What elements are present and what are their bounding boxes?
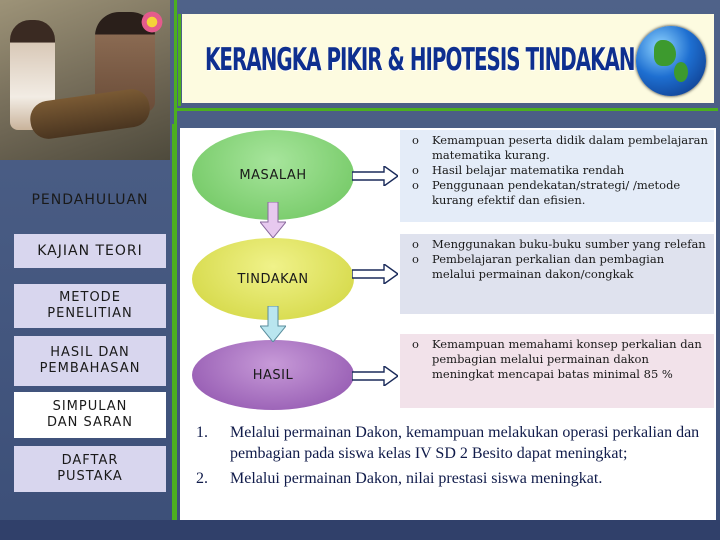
right-arrow-icon — [352, 366, 398, 386]
masalah-point: Kemampuan peserta didik dalam pembelajaran matematika kurang. — [432, 133, 708, 162]
conclusion-text: Melalui permainan Dakon, nilai prestasi siswa meningkat. — [230, 470, 603, 487]
sidebar-item-simpulan-saran[interactable]: SIMPULAN DAN SARAN — [14, 392, 166, 438]
right-arrow-icon — [352, 264, 398, 284]
bullet: o — [412, 237, 419, 251]
down-arrow-icon — [260, 202, 286, 238]
sidebar-item-metode-penelitian[interactable]: METODE PENELITIAN — [14, 284, 166, 328]
globe-land — [674, 62, 688, 82]
list-number: 2. — [196, 470, 208, 487]
tindakan-point: Pembelajaran perkalian dan pembagian melalui permainan dakon/congkak — [432, 252, 665, 281]
list-item — [186, 468, 712, 489]
green-divider-horizontal — [176, 108, 718, 111]
list-item — [408, 133, 708, 163]
down-arrow-icon — [260, 306, 286, 342]
list-item — [408, 163, 708, 178]
sidebar-item-pendahuluan[interactable]: PENDAHULUAN — [31, 192, 149, 208]
list-item — [186, 422, 712, 464]
children-playing-dakon-photo — [0, 0, 170, 160]
hasil-details — [400, 334, 714, 408]
photo-flower — [140, 10, 164, 34]
masalah-details — [400, 130, 714, 222]
list-item — [408, 252, 708, 282]
flow-masalah: MASALAH — [192, 130, 354, 220]
page-title: KERANGKA PIKIR & HIPOTESIS TINDAKAN — [205, 42, 635, 78]
sidebar-item-kajian-teori[interactable]: KAJIAN TEORI — [14, 234, 166, 268]
conclusion-list — [186, 422, 712, 493]
globe-land — [654, 40, 676, 66]
bullet: o — [412, 133, 419, 147]
list-item — [408, 178, 708, 208]
flow-hasil: HASIL — [192, 340, 354, 410]
sidebar-item-daftar-pustaka[interactable]: DAFTAR PUSTAKA — [14, 446, 166, 492]
right-arrow-icon — [352, 166, 398, 186]
sidebar-item-hasil-pembahasan[interactable]: HASIL DAN PEMBAHASAN — [14, 336, 166, 386]
footer-bar — [0, 520, 720, 540]
green-divider-title — [178, 14, 181, 106]
bullet: o — [412, 337, 419, 351]
masalah-point: Penggunaan pendekatan/strategi/ /metode kurang efektif dan efisien. — [432, 178, 681, 207]
bullet: o — [412, 252, 419, 266]
bullet: o — [412, 178, 419, 192]
tindakan-details — [400, 234, 714, 314]
globe-icon — [636, 26, 706, 96]
green-divider-left — [172, 124, 177, 524]
tindakan-point: Menggunakan buku-buku sumber yang relefan — [432, 237, 706, 251]
list-item — [408, 337, 708, 382]
masalah-point: Hasil belajar matematika rendah — [432, 163, 625, 177]
flow-tindakan: TINDAKAN — [192, 238, 354, 320]
list-number: 1. — [196, 424, 208, 441]
list-item — [408, 237, 708, 252]
conclusion-text: Melalui permainan Dakon, kemampuan melakukan operasi perkalian dan pembagian pada siswa kelas IV SD 2 Besito dapat meningkat; — [230, 424, 700, 462]
bullet: o — [412, 163, 419, 177]
hasil-point: Kemampuan memahami konsep perkalian dan pembagian melalui permainan dakon meningkat mencapai batas minimal 85 % — [432, 337, 702, 381]
